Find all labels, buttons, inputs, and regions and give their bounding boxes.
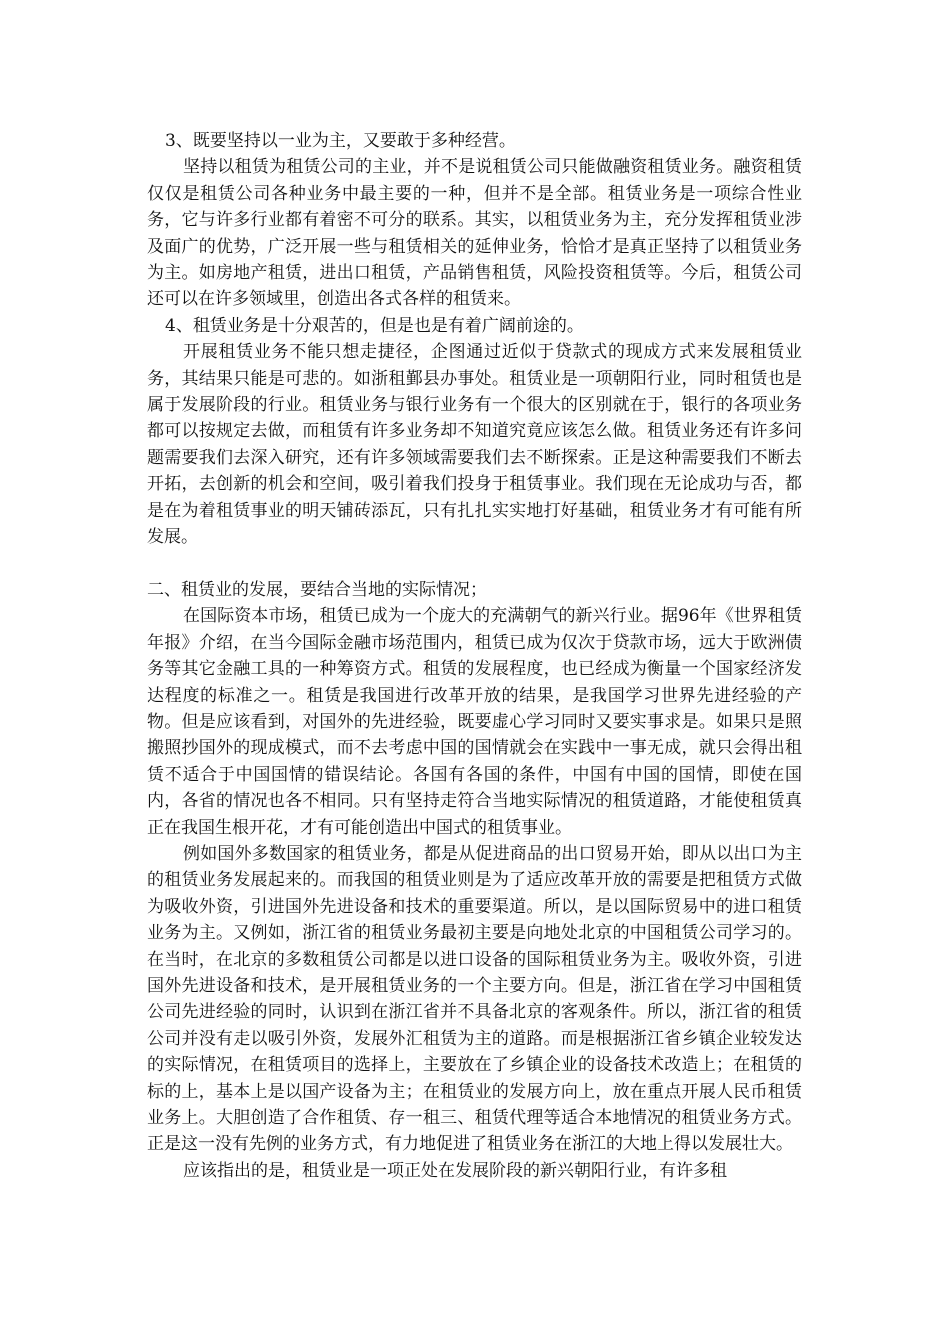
paragraph-sunrise-industry: 应该指出的是，租赁业是一项正处在发展阶段的新兴朝阳行业，有许多租	[183, 1160, 727, 1181]
list-item-4: 4、租赁业务是十分艰苦的，但是也是有着广阔前途的。	[165, 315, 584, 336]
section-heading-two: 二、租赁业的发展，要结合当地的实际情况；	[147, 579, 487, 600]
blank-line	[147, 551, 802, 577]
paragraph-leasing-main-business: 坚持以租赁为租赁公司的主业，并不是说租赁公司只能做融资租赁业务。融资租赁仅仅是租赁公司各种业务中最主要的一种，但并不是全部。租赁业务是一项综合性业务，它与许多行业都有着密不可分的联系。其实，以租赁业务为主，充分发挥租赁业涉及面广的优势，广泛开展一些与租赁相关的延伸业务，恰恰才是真正坚持了以租赁业务为主。如房地产租赁，进出口租赁，产品销售租赁，风险投资租赁等。今后，租赁公司还可以在许多领域里，创造出各式各样的租赁来。	[147, 157, 802, 310]
paragraph-international-leasing: 在国际资本市场，租赁已成为一个庞大的充满朝气的新兴行业。据96年《世界租赁年报》介绍，在当今国际金融市场范围内，租赁已成为仅次于贷款市场，远大于欧洲债务等其它金融工具的一种筹资方式。租赁的发展程度，也已经成为衡量一个国家经济发达程度的标准之一。租赁是我国进行改革开放的结果，是我国学习世界先进经验的产物。但是应该看到，对国外的先进经验，既要虚心学习同时又要实事求是。如果只是照搬照抄国外的现成模式，而不去考虑中国的国情就会在实践中一事无成，就只会得出租赁不适合于中国国情的错误结论。各国有各国的条件，中国有中国的国情，即使在国内，各省的情况也各不相同。只有坚持走符合当地实际情况的租赁道路，才能使租赁真正在我国生根开花，才有可能创造出中国式的租赁事业。	[147, 606, 802, 838]
paragraph-leasing-hard-work: 开展租赁业务不能只想走捷径，企图通过近似于贷款式的现成方式来发展租赁业务，其结果只能是可悲的。如浙租鄞县办事处。租赁业是一项朝阳行业，同时租赁也是属于发展阶段的行业。租赁业务与银行业务有一个很大的区别就在于，银行的各项业务都可以按规定去做，而租赁有许多业务却不知道究竟应该怎么做。租赁业务还有许多问题需要我们去深入研究，还有许多领域需要我们去不断探索。正是这种需要我们不断去开拓，去创新的机会和空间，吸引着我们投身于租赁事业。我们现在无论成功与否，都是在为着租赁事业的明天铺砖添瓦，只有扎扎实实地打好基础，租赁业务才有可能有所发展。	[147, 342, 802, 548]
paragraph-zhejiang-example: 例如国外多数国家的租赁业务，都是从促进商品的出口贸易开始，即从以出口为主的租赁业务发展起来的。而我国的租赁业则是为了适应改革开放的需要是把租赁方式做为吸收外资，引进国外先进设备和技术的重要渠道。所以，是以国际贸易中的进口租赁业务为主。又例如，浙江省的租赁业务最初主要是向地处北京的中国租赁公司学习的。在当时，在北京的多数租赁公司都是以进口设备的国际租赁业务为主。吸收外资，引进国外先进设备和技术，是开展租赁业务的一个主要方向。但是，浙江省在学习中国租赁公司先进经验的同时，认识到在浙江省并不具备北京的客观条件。所以，浙江省的租赁公司并没有走以吸引外资，发展外汇租赁为主的道路。而是根据浙江省乡镇企业较发达的实际情况，在租赁项目的选择上，主要放在了乡镇企业的设备技术改造上；在租赁的标的上，基本上是以国产设备为主；在租赁业的发展方向上，放在重点开展人民币租赁业务上。大胆创造了合作租赁、存一租三、租赁代理等适合本地情况的租赁业务方式。正是这一没有先例的业务方式，有力地促进了租赁业务在浙江的大地上得以发展壮大。	[147, 843, 802, 1155]
document-body	[147, 128, 802, 1184]
list-item-3: 3、既要坚持以一业为主，又要敢于多种经营。	[165, 131, 516, 151]
